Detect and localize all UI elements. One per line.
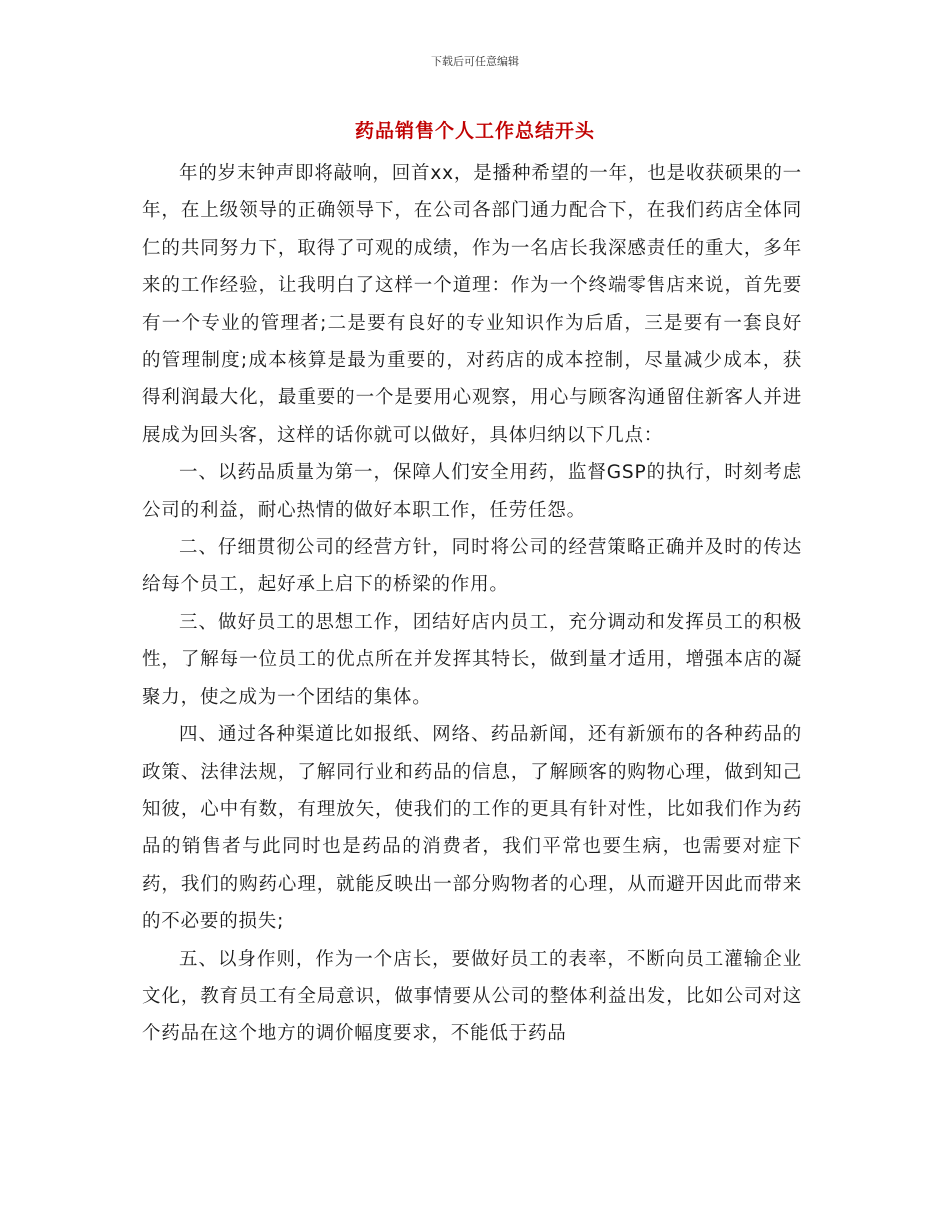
- document-title: 药品销售个人工作总结开头: [354, 120, 595, 142]
- paragraph-point-4: 四、通过各种渠道比如报纸、网络、药品新闻，还有新颁布的各种药品的政策、法律法规，了解同行业和药品的信息，了解顾客的购物心理，做到知己知彼，心中有数，有理放矢，使我们的工作的更具有针对性，比如我们作为药品的销售者与此同时也是药品的消费者，我们平常也要生病，也需要对症下药，我们的购药心理，就能反映出一部分购物者的心理，从而避开因此而带来的不必要的损失;: [142, 724, 802, 933]
- paragraph-point-3: 三、做好员工的思想工作，团结好店内员工，充分调动和发挥员工的积极性，了解每一位员工的优点所在并发挥其特长，做到量才适用，增强本店的凝聚力，使之成为一个团结的集体。: [142, 611, 802, 708]
- paragraph-point-2: 二、仔细贯彻公司的经营方针，同时将公司的经营策略正确并及时的传达给每个员工，起好承上启下的桥梁的作用。: [142, 537, 802, 596]
- paragraph-intro: 年的岁末钟声即将敲响，回首xx，是播种希望的一年，也是收获硕果的一年，在上级领导的正确领导下，在公司各部门通力配合下，在我们药店全体同仁的共同努力下，取得了可观的成绩，作为一名店长我深感责任的重大，多年来的工作经验，让我明白了这样一个道理：作为一个终端零售店来说，首先要有一个专业的管理者;二是要有良好的专业知识作为后盾，三是要有一套良好的管理制度;成本核算是最为重要的，对药店的成本控制，尽量减少成本，获得利润最大化，最重要的一个是要用心观察，用心与顾客沟通留住新客人并进展成为回头客，这样的话你就可以做好，具体归纳以下几点：: [142, 163, 802, 446]
- paragraph-point-1: 一、以药品质量为第一，保障人们安全用药，监督GSP的执行，时刻考虑公司的利益，耐心热情的做好本职工作，任劳任怨。: [142, 462, 802, 521]
- paragraph-point-5: 五、以身作则，作为一个店长，要做好员工的表率，不断向员工灌输企业文化，教育员工有全局意识，做事情要从公司的整体利益出发，比如公司对这个药品在这个地方的调价幅度要求，不能低于药品: [142, 948, 802, 1045]
- header-note: 下载后可任意编辑: [431, 55, 519, 68]
- document-body: [142, 155, 802, 1053]
